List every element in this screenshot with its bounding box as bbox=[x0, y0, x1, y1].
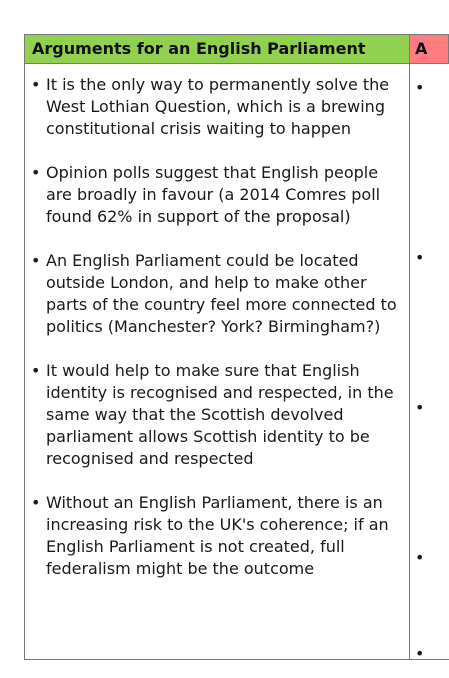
argument-for-item bbox=[25, 162, 409, 228]
argument-for-text: It is the only way to permanently solve the West Lothian Question, which is a brewing constitutional crisis waiting to happen bbox=[46, 75, 390, 138]
column-arguments-for bbox=[24, 63, 410, 660]
bullet-icon: • bbox=[31, 251, 41, 270]
argument-against-bullet-icon: • bbox=[415, 248, 425, 267]
bullet-icon: • bbox=[31, 361, 41, 380]
argument-for-item bbox=[25, 74, 409, 140]
argument-for-text: Opinion polls suggest that English people are broadly in favour (a 2014 Comres poll found 62% in support of the proposal) bbox=[46, 163, 381, 226]
argument-for-item bbox=[25, 492, 409, 580]
argument-for-item bbox=[25, 360, 409, 470]
argument-against-bullet-icon: • bbox=[415, 644, 425, 663]
argument-for-text: An English Parliament could be located outside London, and help to make other parts of the country feel more connected to politics (Manchester? York? Birmingham?) bbox=[46, 251, 397, 336]
column-arguments-against bbox=[409, 63, 449, 663]
bullet-icon: • bbox=[31, 75, 41, 94]
argument-against-bullet-icon: • bbox=[415, 548, 425, 567]
header-arguments-for: Arguments for an English Parliament bbox=[24, 34, 410, 64]
argument-against-bullet-icon: • bbox=[415, 78, 425, 97]
argument-for-item bbox=[25, 250, 409, 338]
arguments-table bbox=[24, 34, 444, 663]
argument-for-text: Without an English Parliament, there is an increasing risk to the UK's coherence; if an English Parliament is not created, full federalism might be the outcome bbox=[46, 493, 389, 578]
argument-for-text: It would help to make sure that English identity is recognised and respected, in the same way that the Scottish devolved parliament allows Scottish identity to be recognised and respected bbox=[46, 361, 394, 468]
argument-against-bullet-icon: • bbox=[415, 398, 425, 417]
header-arguments-against: A bbox=[409, 34, 449, 64]
bullet-icon: • bbox=[31, 493, 41, 512]
bullet-icon: • bbox=[31, 163, 41, 182]
arguments-for-list bbox=[25, 63, 409, 580]
